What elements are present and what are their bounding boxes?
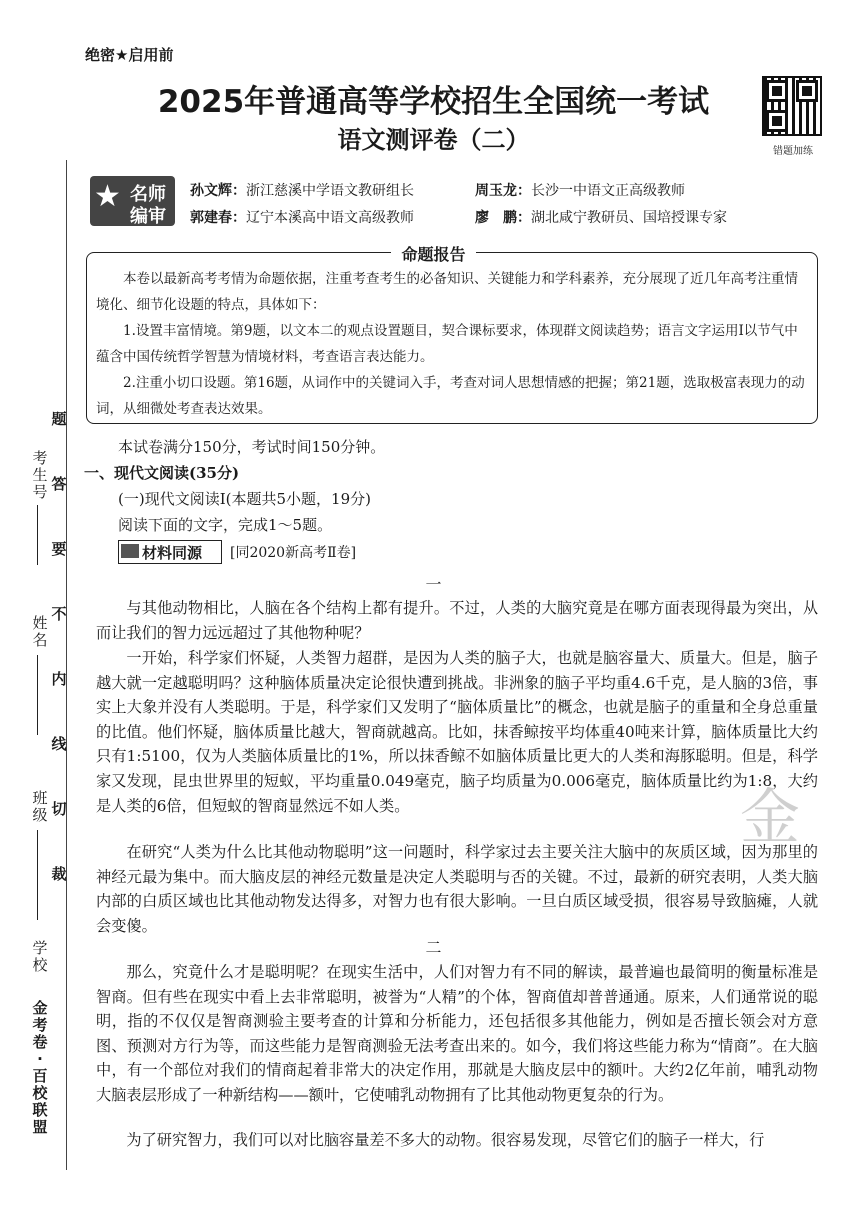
instruction: 阅读下面的文字，完成1～5题。 xyxy=(118,516,333,534)
qr-code-icon[interactable] xyxy=(762,76,822,136)
source-label: 材料同源 xyxy=(142,544,203,562)
seal-watermark: 金 xyxy=(740,783,800,853)
warning-char: 不 xyxy=(51,605,67,623)
part-heading: 二 xyxy=(425,938,442,957)
school-label: 学校 xyxy=(32,939,48,974)
exam-title: 2025年普通高等学校招生全国统一考试 xyxy=(157,84,710,120)
brand-label: 金考卷·百校联盟 xyxy=(32,999,48,1136)
source-note: [同2020新高考Ⅱ卷] xyxy=(230,545,357,561)
book-icon xyxy=(121,544,139,558)
passage-paragraph: 为了研究智力，我们可以对比脑容量差不多大的动物。很容易发现，尽管它们的脑子一样大，行 xyxy=(126,1131,765,1149)
editor-item xyxy=(190,180,414,200)
report-paragraph: 1.设置丰富情境。第9题，以文本二的观点设置题目，契合课标要求，体现群文阅读趋势；语言文字运用Ⅰ以节气中蕴含中国传统哲学智慧为情境材料，考查语言表达能力。 xyxy=(96,323,798,365)
exam-subtitle: 语文测评卷（二） xyxy=(337,126,530,154)
passage-paragraph: 一开始，科学家们怀疑，人类智力超群，是因为人类的脑子大，也就是脑容量大、质量大。但是，脑子越大就一定越聪明吗？这种脑体质量决定论很快遭到挑战。非洲象的脑子平均重4.6千克，是人脑的3倍，事实上大象并没有人类聪明。于是，科学家们又发明了“脑体质量比”的概念，也就是脑子的重量和全身总重量的比值。他们怀疑，脑体质量比越大，智商就越高。比如，抹香鲸按平均体重40吨来计算，脑体质量比大约只有1:5100，仅为人类脑体质量比的1%，所以抹香鲸不如脑体质量比更大的人类和海豚聪明。但是，科学家又发现，昆虫世界里的短蚁，平均重量0.049毫克，脑子均质量为0.006毫克，脑体质量比约为1:8，大约是人类的6倍，但短蚁的智商显然远不如人类。 xyxy=(96,649,818,815)
editor-desc: 长沙一中语文正高级教师 xyxy=(531,183,685,199)
warning-char: 答 xyxy=(51,475,67,493)
editor-item xyxy=(190,207,414,227)
editor-name: 廖 鹏： xyxy=(475,210,531,226)
warning-char: 要 xyxy=(51,540,67,558)
editor-name: 周玉龙： xyxy=(475,183,531,199)
student-id-label: 考生号 xyxy=(32,449,48,501)
warning-char: 裁 xyxy=(51,865,67,883)
section-heading: 一、现代文阅读(35分) xyxy=(84,464,240,482)
name-label: 姓名 xyxy=(32,614,48,649)
star-icon: ★ xyxy=(94,179,121,214)
editor-name: 郭建春： xyxy=(190,210,246,226)
fill-line xyxy=(37,830,38,920)
qr-caption: 错题加练 xyxy=(773,146,813,157)
editor-desc: 浙江慈溪中学语文教研组长 xyxy=(246,183,414,199)
passage-paragraph: 与其他动物相比，人脑在各个结构上都有提升。不过，人类的大脑究竟是在哪方面表现得最为突出，从而让我们的智力远远超过了其他物种呢？ xyxy=(96,599,818,642)
editor-desc: 湖北咸宁教研员、国培授课专家 xyxy=(531,210,727,226)
fill-line xyxy=(37,655,38,735)
editor-badge xyxy=(90,176,175,226)
passage-paragraph: 在研究“人类为什么比其他动物聪明”这一问题时，科学家过去主要关注大脑中的灰质区域，因为那里的神经元最为集中。而大脑皮层的神经元数量是决定人类聪明与否的关键。不过，最新的研究表明，人类大脑内部的白质区域也比其他动物发达得多，对智力也有很大影响。一旦白质区域受损，很容易导致脑瘫，人就会变傻。 xyxy=(96,843,818,935)
warning-char: 线 xyxy=(51,735,67,753)
report-paragraph: 2.注重小切口设题。第16题，从词作中的关键词入手，考查对词人思想情感的把握；第21题，选取极富表现力的动词，从细微处考查表达效果。 xyxy=(96,375,805,417)
badge-bottom-text: 编审 xyxy=(130,206,166,227)
exam-info: 本试卷满分150分，考试时间150分钟。 xyxy=(118,438,386,456)
passage-paragraph: 那么，究竟什么才是聪明呢？在现实生活中，人们对智力有不同的解读，最普遍也最简明的衡量标准是智商。但有些在现实中看上去非常聪明，被誉为“人精”的个体，智商值却普普通通。原来，人们通常说的聪明，指的不仅仅是智商测验主要考查的计算和分析能力，还包括很多其他能力，例如是否擅长领会对方意图、预测对方行为等，而这些能力是智商测验无法考查出来的。如今，我们将这些能力称为“情商”。在大脑中，有一个部位对我们的情商起着非常大的决定作用，那就是大脑皮层中的额叶。大约2亿年前，哺乳动物大脑表层形成了一种新结构——额叶，它使哺乳动物拥有了比其他动物更复杂的行为。 xyxy=(96,963,818,1104)
fill-line xyxy=(37,505,38,565)
part-heading: 一 xyxy=(425,575,442,594)
editor-item xyxy=(475,180,685,200)
class-label: 班级 xyxy=(32,789,48,824)
warning-char: 题 xyxy=(51,410,67,428)
binding-line xyxy=(66,160,67,1170)
badge-top-text: 名师 xyxy=(130,184,166,205)
editor-desc: 辽宁本溪高中语文高级教师 xyxy=(246,210,414,226)
secret-label: 绝密★启用前 xyxy=(85,46,174,64)
subsection-heading: (一)现代文阅读Ⅰ(本题共5小题，19分) xyxy=(118,490,371,508)
editor-name: 孙文辉： xyxy=(190,183,246,199)
warning-char: 内 xyxy=(51,670,67,688)
report-paragraph: 本卷以最新高考考情为命题依据，注重考查考生的必备知识、关键能力和学科素养，充分展现了近几年高考注重情境化、细节化设题的特点，具体如下： xyxy=(96,271,798,313)
editor-item xyxy=(475,207,727,227)
warning-char: 切 xyxy=(51,800,67,818)
report-title: 命题报告 xyxy=(0,242,867,265)
